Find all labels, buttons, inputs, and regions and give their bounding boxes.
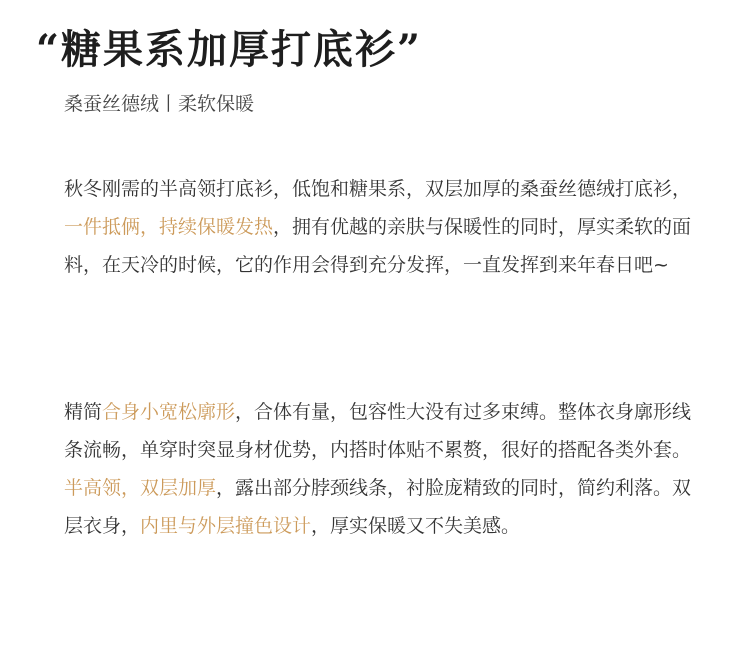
page-subtitle: 桑蚕丝德绒丨柔软保暖 xyxy=(64,93,255,115)
description-paragraph-1 xyxy=(64,170,704,284)
paragraph-text: 精简 xyxy=(64,401,103,423)
paragraph-text: ，露出部分脖颈线条，衬脸庞精致的同时，简约利落。双层衣身， xyxy=(64,477,692,537)
page-title: “糖果系加厚打底衫” xyxy=(36,26,423,73)
paragraph-text: ，拥有优越的亲肤与保暖性的同时，厚实柔软的面料，在天冷的时候，它的作用会得到充分发挥，一直发挥到来年春日吧~ xyxy=(64,216,692,276)
highlight-text: 内里与外层撞色设计 xyxy=(140,515,312,537)
description-paragraph-2 xyxy=(64,393,704,545)
highlight-text: 一件抵俩，持续保暖发热 xyxy=(64,216,274,238)
paragraph-text: ，合体有量，包容性大没有过多束缚。整体衣身廓形线条流畅，单穿时突显身材优势，内搭时体贴不累赘，很好的搭配各类外套。 xyxy=(64,401,692,461)
paragraph-text: 秋冬刚需的半高领打底衫，低饱和糖果系，双层加厚的桑蚕丝德绒打底衫， xyxy=(64,178,692,200)
highlight-text: 合身小宽松廓形 xyxy=(102,401,236,423)
highlight-text: 半高领，双层加厚 xyxy=(64,477,217,499)
paragraph-text: ，厚实保暖又不失美感。 xyxy=(311,515,521,537)
